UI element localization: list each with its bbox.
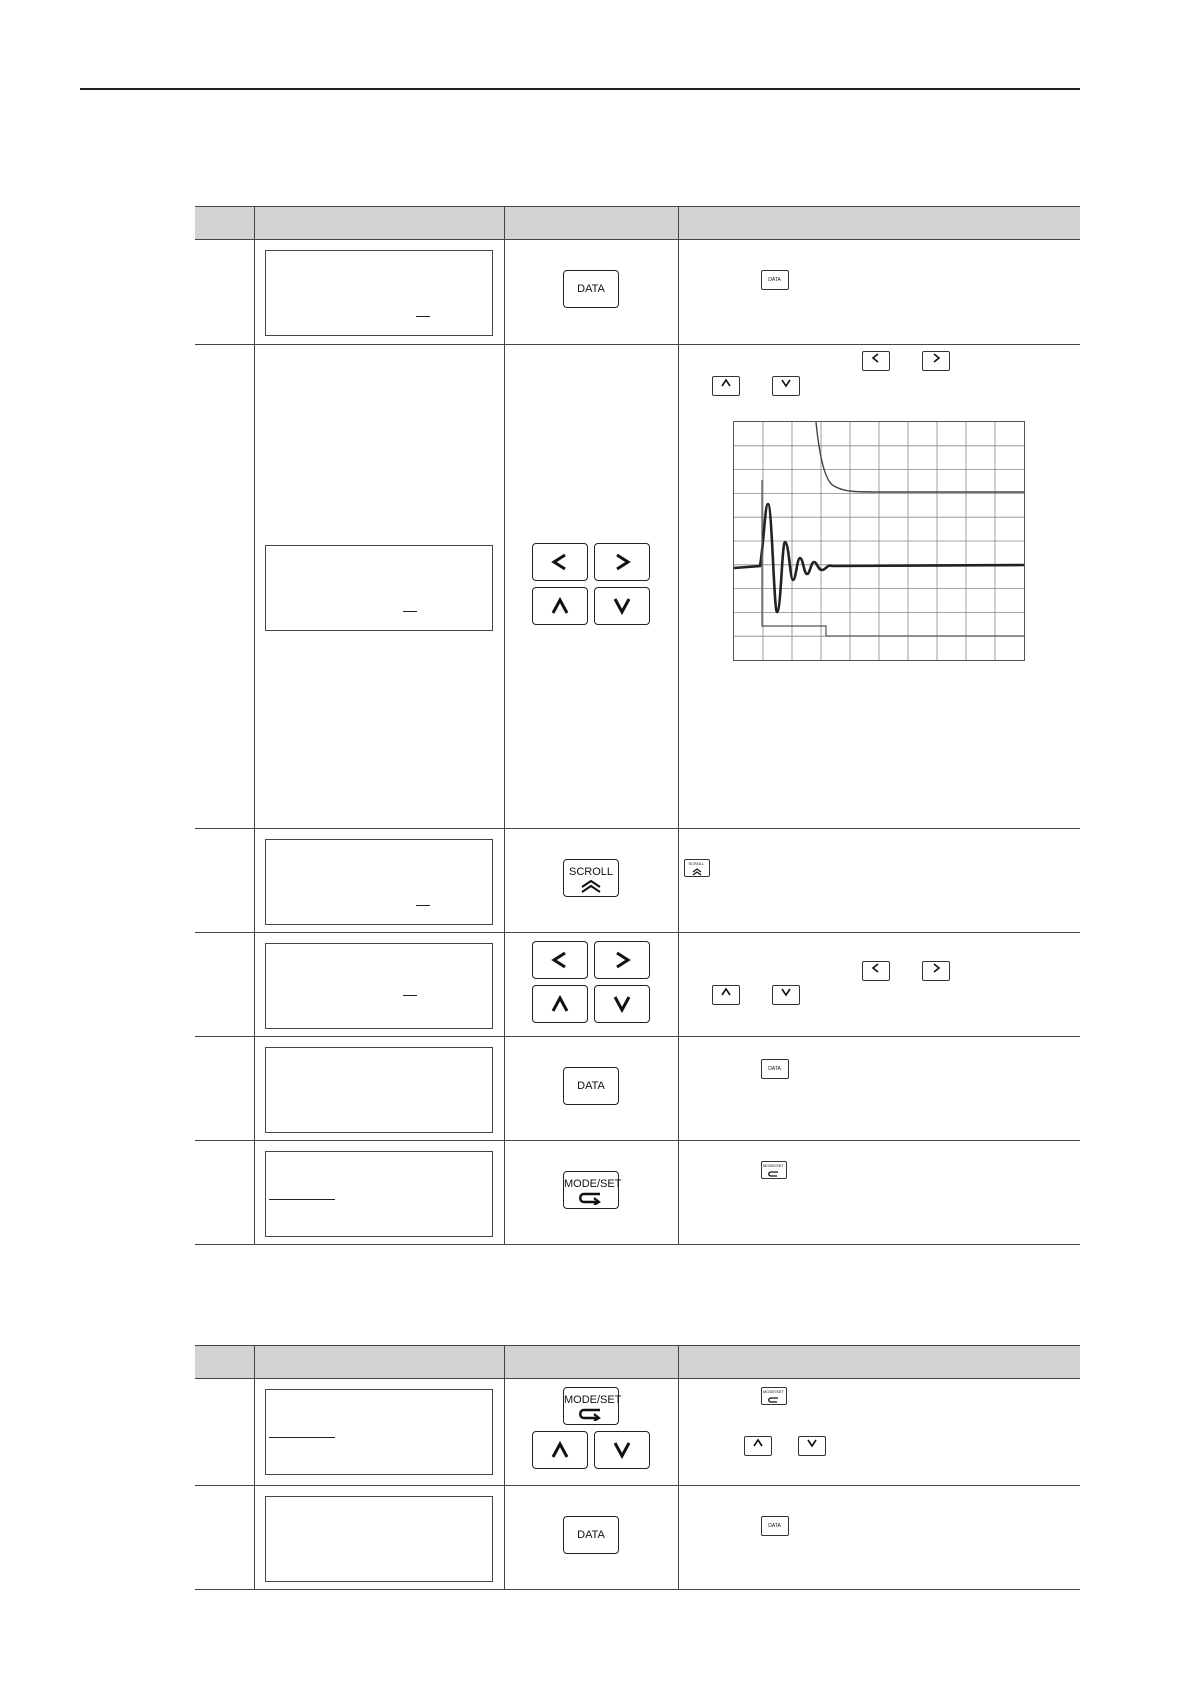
return-arrow-icon [576, 1191, 606, 1205]
left-key[interactable] [532, 941, 588, 979]
scroll-key[interactable] [563, 859, 619, 897]
chevron-up-icon [720, 377, 732, 389]
header-keys [504, 1346, 678, 1379]
return-arrow-icon [767, 1396, 781, 1404]
operation-cell [678, 345, 1080, 829]
data-key-inline-label: DATA [768, 1066, 781, 1072]
chevron-left-icon [549, 551, 571, 573]
down-key[interactable] [594, 985, 650, 1023]
step-cell [195, 240, 254, 345]
table-header-row [195, 207, 1080, 240]
down-key-inline [798, 1436, 826, 1456]
step-cell [195, 1141, 254, 1245]
up-key-inline [712, 985, 740, 1005]
key-cell [504, 240, 678, 345]
chevron-left-icon [549, 949, 571, 971]
table-row [195, 1141, 1080, 1245]
header-operation [678, 1346, 1080, 1379]
display-cell [254, 829, 504, 933]
up-key-inline [744, 1436, 772, 1456]
step-cell [195, 1037, 254, 1141]
chevron-right-icon [611, 551, 633, 573]
arrow-key-group [532, 543, 650, 625]
down-key[interactable] [594, 1431, 650, 1469]
header-rule [80, 88, 1080, 90]
panel-display [265, 250, 493, 336]
left-key[interactable] [532, 543, 588, 581]
left-key-inline [862, 351, 890, 371]
operation-cell [678, 1037, 1080, 1141]
display-cursor [416, 316, 430, 317]
display-cell [254, 240, 504, 345]
right-key-inline [922, 961, 950, 981]
header-step [195, 1346, 254, 1379]
mode-set-key[interactable] [563, 1171, 622, 1209]
panel-display [265, 943, 493, 1029]
data-key-inline [761, 270, 789, 290]
key-cell [504, 1486, 678, 1590]
chevron-up-icon [720, 986, 732, 998]
chevron-right-icon [930, 352, 942, 364]
down-key-inline [772, 985, 800, 1005]
operation-cell [678, 240, 1080, 345]
down-key[interactable] [594, 587, 650, 625]
display-cursor [403, 995, 417, 996]
display-cursor [416, 905, 430, 906]
operation-cell [678, 1486, 1080, 1590]
panel-display [265, 1151, 493, 1237]
data-key-label: DATA [577, 1080, 605, 1092]
chevron-left-icon [870, 352, 882, 364]
key-cell [504, 829, 678, 933]
display-underline [269, 1437, 335, 1438]
table-row [195, 1486, 1080, 1590]
decaying-curve-trace [816, 422, 1024, 492]
right-key-inline [922, 351, 950, 371]
up-key[interactable] [532, 1431, 588, 1469]
double-chevron-up-icon [579, 879, 603, 893]
chevron-down-icon [780, 377, 792, 389]
data-key-inline [761, 1059, 789, 1079]
data-key[interactable] [563, 1067, 619, 1105]
scroll-key-inline [684, 859, 710, 877]
procedure-table-2 [195, 1345, 1080, 1590]
chevron-down-icon [611, 993, 633, 1015]
step-cell [195, 345, 254, 829]
procedure-table-1 [195, 206, 1080, 1245]
table-header-row [195, 1346, 1080, 1379]
panel-display [265, 545, 493, 631]
up-key[interactable] [532, 985, 588, 1023]
data-key-inline-label: DATA [768, 1523, 781, 1529]
data-key-label: DATA [577, 1529, 605, 1541]
table-row [195, 1379, 1080, 1486]
chevron-left-icon [870, 962, 882, 974]
display-cell [254, 933, 504, 1037]
mode-set-key-inline-label: MODE/SET [763, 1163, 784, 1168]
mode-set-key-label: MODE/SET [564, 1178, 622, 1190]
display-cell [254, 1379, 504, 1486]
double-chevron-up-icon [691, 868, 703, 876]
display-underline [269, 1199, 335, 1200]
table-row [195, 240, 1080, 345]
header-keys [504, 207, 678, 240]
updown-key-group [532, 1431, 650, 1469]
chevron-down-icon [611, 1439, 633, 1461]
display-cell [254, 1037, 504, 1141]
key-cell [504, 933, 678, 1037]
panel-display [265, 1496, 493, 1582]
step-cell [195, 1379, 254, 1486]
scroll-key-label: SCROLL [568, 866, 614, 878]
waveform-plot [734, 422, 1024, 660]
up-key-inline [712, 376, 740, 396]
header-step [195, 207, 254, 240]
panel-display [265, 1389, 493, 1475]
waveform-grid [734, 422, 1024, 660]
return-arrow-icon [576, 1407, 606, 1421]
chevron-down-icon [611, 595, 633, 617]
key-cell [504, 1141, 678, 1245]
table-row [195, 345, 1080, 829]
left-key-inline [862, 961, 890, 981]
mode-set-key-inline [761, 1387, 787, 1405]
key-cell [504, 1037, 678, 1141]
mode-set-key[interactable] [563, 1387, 622, 1425]
table-row [195, 933, 1080, 1037]
return-arrow-icon [767, 1170, 781, 1178]
display-cursor [403, 611, 417, 612]
data-key-label: DATA [577, 283, 605, 295]
key-cell [504, 345, 678, 829]
chevron-up-icon [549, 595, 571, 617]
operation-cell [678, 829, 1080, 933]
mode-set-key-inline-label: MODE/SET [763, 1389, 784, 1394]
header-display [254, 1346, 504, 1379]
operation-cell [678, 1141, 1080, 1245]
down-key-inline [772, 376, 800, 396]
operation-cell [678, 933, 1080, 1037]
chevron-down-icon [780, 986, 792, 998]
step-cell [195, 933, 254, 1037]
data-key-inline-label: DATA [768, 277, 781, 283]
operation-cell [678, 1379, 1080, 1486]
scroll-key-inline-label: SCROLL [688, 861, 705, 866]
chevron-right-icon [930, 962, 942, 974]
data-key-inline [761, 1516, 789, 1536]
display-cell [254, 345, 504, 829]
table-row [195, 829, 1080, 933]
chevron-down-icon [806, 1437, 818, 1449]
oscilloscope-waveform [733, 421, 1025, 661]
mode-set-key-inline [761, 1161, 787, 1179]
mode-set-key-label: MODE/SET [564, 1394, 622, 1406]
arrow-key-group [532, 941, 650, 1023]
right-key[interactable] [594, 543, 650, 581]
header-display [254, 207, 504, 240]
chevron-right-icon [611, 949, 633, 971]
step-cell [195, 1486, 254, 1590]
table-row [195, 1037, 1080, 1141]
chevron-up-icon [549, 993, 571, 1015]
header-operation [678, 207, 1080, 240]
display-cell [254, 1486, 504, 1590]
data-key[interactable] [563, 270, 619, 308]
chevron-up-icon [752, 1437, 764, 1449]
data-key[interactable] [563, 1516, 619, 1554]
display-cell [254, 1141, 504, 1245]
key-cell [504, 1379, 678, 1486]
up-key[interactable] [532, 587, 588, 625]
step-cell [195, 829, 254, 933]
right-key[interactable] [594, 941, 650, 979]
panel-display [265, 839, 493, 925]
panel-display [265, 1047, 493, 1133]
chevron-up-icon [549, 1439, 571, 1461]
